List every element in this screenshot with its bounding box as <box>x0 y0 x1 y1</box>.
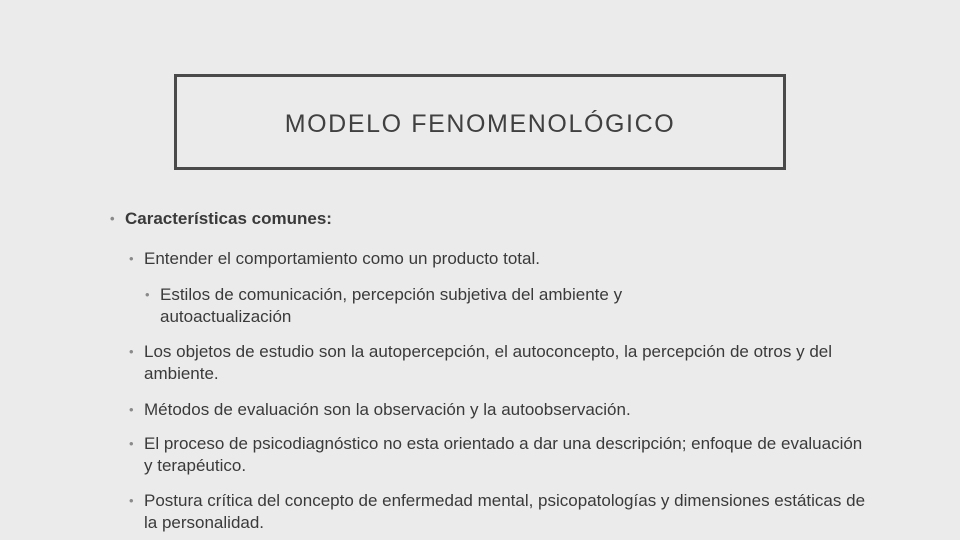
bullet-behavior <box>129 248 874 270</box>
bullet-text: Métodos de evaluación son la observación y la autoobservación. <box>144 400 631 419</box>
bullet-text: El proceso de psicodiagnóstico no esta orientado a dar una descripción; enfoque de evaluación y terapéutico. <box>144 434 863 475</box>
bullet-dot-icon: • <box>129 402 134 417</box>
bullet-communication-styles <box>145 284 740 328</box>
bullet-dot-icon: • <box>129 251 134 266</box>
bullet-dot-icon: • <box>129 493 134 508</box>
bullet-text: Características comunes: <box>125 209 332 228</box>
bullet-dot-icon: • <box>129 436 134 451</box>
bullet-study-objects <box>129 341 874 385</box>
bullet-critical-stance <box>129 490 874 534</box>
bullet-text: Entender el comportamiento como un producto total. <box>144 249 540 268</box>
bullet-text: Estilos de comunicación, percepción subjetiva del ambiente y autoactualización <box>160 285 623 326</box>
bullet-dot-icon: • <box>129 344 134 359</box>
bullet-text: Los objetos de estudio son la autopercepción, el autoconcepto, la percepción de otros y del ambiente. <box>144 342 833 383</box>
bullet-psychodiagnostic-process <box>129 433 874 477</box>
bullet-dot-icon: • <box>110 211 115 226</box>
bullet-dot-icon: • <box>145 287 150 302</box>
bullet-text: Postura crítica del concepto de enfermedad mental, psicopatologías y dimensiones estáticas de la personalidad. <box>144 491 866 532</box>
slide-title: MODELO FENOMENOLÓGICO <box>284 109 676 138</box>
bullet-evaluation-methods <box>129 399 874 421</box>
bullet-characteristics <box>110 208 825 230</box>
